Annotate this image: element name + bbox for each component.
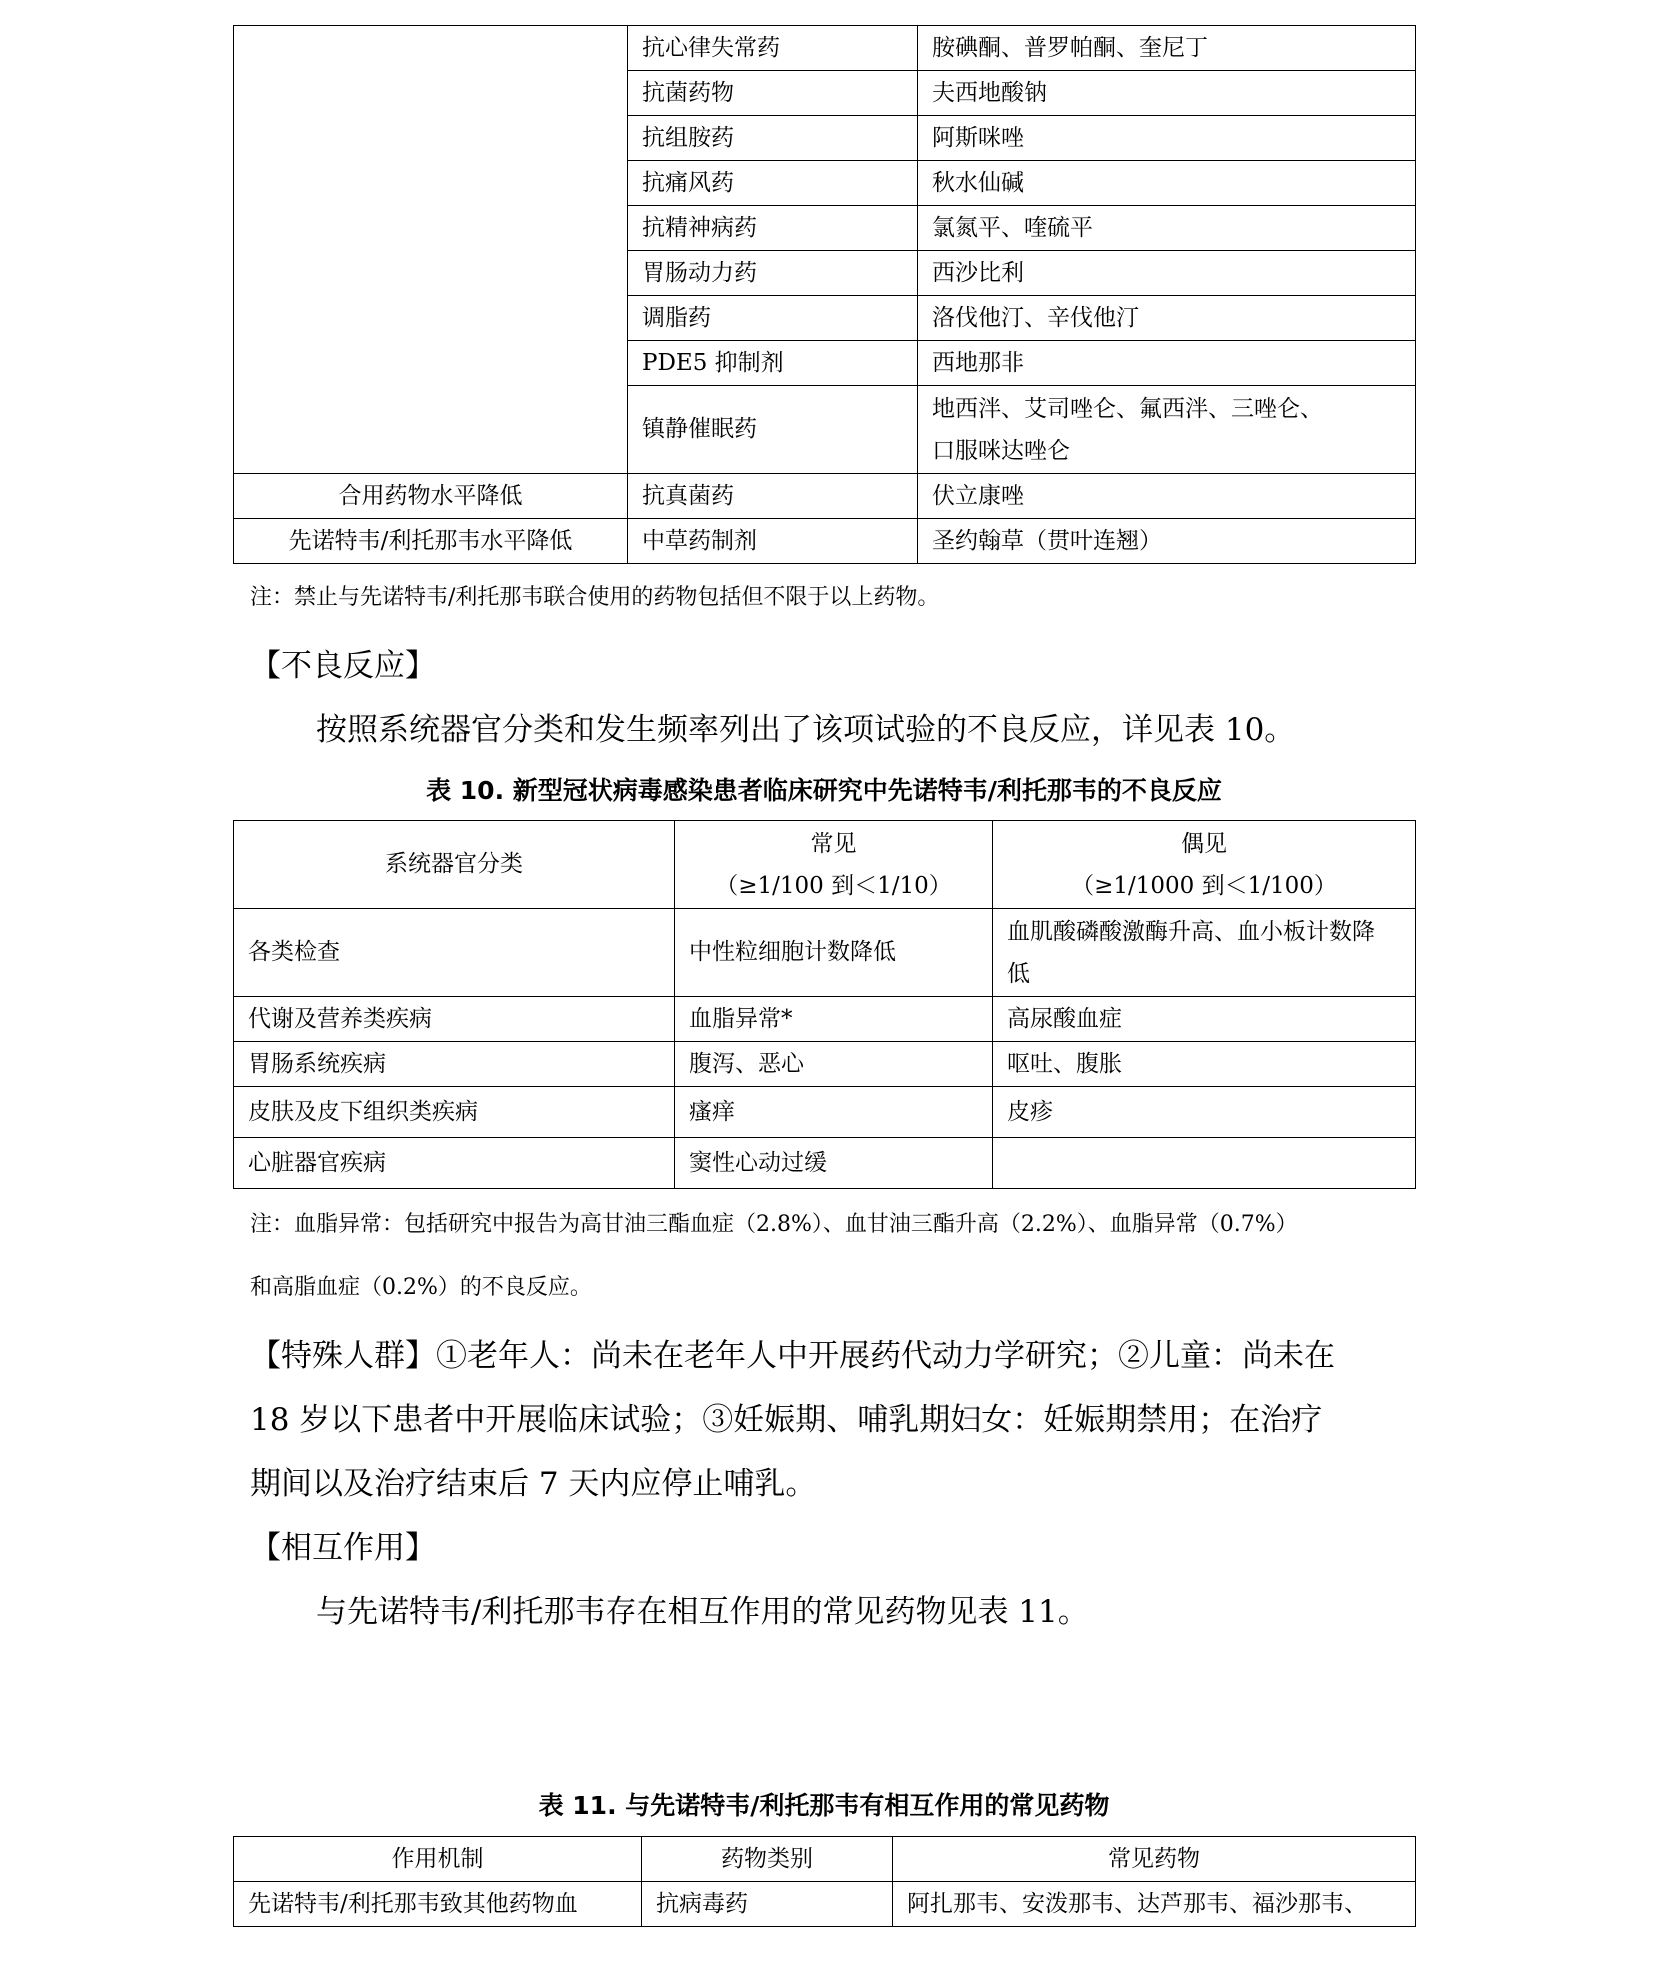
- adverse-reactions-text: 按照系统器官分类和发生频率列出了该项试验的不良反应，详见表 10。: [316, 712, 1296, 748]
- interactions-text: 与先诺特韦/利托那韦存在相互作用的常见药物见表 11。: [316, 1594, 1089, 1630]
- header-drug-class: 药物类别: [642, 1837, 893, 1882]
- drug-class-cell: 抗病毒药: [642, 1882, 893, 1927]
- drugs-cell: 洛伐他汀、辛伐他汀: [918, 296, 1416, 341]
- drug-class-cell: 抗组胺药: [628, 116, 918, 161]
- drugs-cell: [918, 386, 1416, 474]
- mechanism-cell: 先诺特韦/利托那韦致其他药物血: [234, 1882, 642, 1927]
- drug-class-cell: 镇静催眠药: [628, 386, 918, 474]
- drugs-cell: 秋水仙碱: [918, 161, 1416, 206]
- header-uncommon-freq: （≥1/1000 到＜1/100）: [1071, 872, 1337, 899]
- table11-caption: 表 11. 与先诺特韦/利托那韦有相互作用的常见药物: [538, 1791, 1110, 1820]
- drugs-line: 地西泮、艾司唑仑、氟西泮、三唑仑、: [932, 395, 1323, 422]
- special-populations-line2: 18 岁以下患者中开展临床试验；③妊娠期、哺乳期妇女：妊娠期禁用；在治疗: [250, 1402, 1323, 1438]
- common-cell: 腹泻、恶心: [675, 1042, 993, 1087]
- drugs-cell: 氯氮平、喹硫平: [918, 206, 1416, 251]
- drugs-line: 口服咪达唑仑: [932, 437, 1070, 464]
- common-cell: 瘙痒: [675, 1087, 993, 1138]
- table10-note-line1: 注：血脂异常：包括研究中报告为高甘油三酯血症（2.8%）、血甘油三酯升高（2.2%）、血脂异常（0.7%）: [250, 1212, 1298, 1237]
- drugs-cell: 西沙比利: [918, 251, 1416, 296]
- soc-cell: 胃肠系统疾病: [234, 1042, 675, 1087]
- drug-class-cell: 抗菌药物: [628, 71, 918, 116]
- drugs-cell: 西地那非: [918, 341, 1416, 386]
- table10-note-line2: 和高脂血症（0.2%）的不良反应。: [250, 1275, 592, 1300]
- interactions-heading: 【相互作用】: [250, 1530, 436, 1566]
- header-common: [675, 821, 993, 909]
- header-drugs: 常见药物: [893, 1837, 1416, 1882]
- drugs-cell: 胺碘酮、普罗帕酮、奎尼丁: [918, 26, 1416, 71]
- header-common-freq: （≥1/100 到＜1/10）: [715, 872, 952, 899]
- drugs-cell: 圣约翰草（贯叶连翘）: [918, 519, 1416, 564]
- drug-class-cell: 中草药制剂: [628, 519, 918, 564]
- drugs-cell: 伏立康唑: [918, 474, 1416, 519]
- header-uncommon-label: 偶见: [1181, 830, 1227, 857]
- soc-cell: 代谢及营养类疾病: [234, 997, 675, 1042]
- drug-class-cell: 抗心律失常药: [628, 26, 918, 71]
- header-soc: 系统器官分类: [234, 821, 675, 909]
- drug-class-cell: 调脂药: [628, 296, 918, 341]
- uncommon-cell: 高尿酸血症: [993, 997, 1416, 1042]
- mechanism-cell-merged: [234, 26, 628, 474]
- table-note: 注：禁止与先诺特韦/利托那韦联合使用的药物包括但不限于以上药物。: [250, 585, 940, 610]
- common-cell: 中性粒细胞计数降低: [675, 909, 993, 997]
- uncommon-cell: [993, 909, 1416, 997]
- mechanism-cell: 先诺特韦/利托那韦水平降低: [234, 519, 628, 564]
- drug-class-cell: PDE5 抑制剂: [628, 341, 918, 386]
- header-mechanism: 作用机制: [234, 1837, 642, 1882]
- special-populations-line3: 期间以及治疗结束后 7 天内应停止哺乳。: [250, 1466, 817, 1502]
- drugs-cell: 阿斯咪唑: [918, 116, 1416, 161]
- common-cell: 窦性心动过缓: [675, 1138, 993, 1189]
- uncommon-line: 血肌酸磷酸激酶升高、血小板计数降: [1007, 918, 1375, 945]
- uncommon-cell: 皮疹: [993, 1087, 1416, 1138]
- drugs-cell: 夫西地酸钠: [918, 71, 1416, 116]
- common-cell: 血脂异常*: [675, 997, 993, 1042]
- drug-class-cell: 抗精神病药: [628, 206, 918, 251]
- uncommon-cell: [993, 1138, 1416, 1189]
- soc-cell: 皮肤及皮下组织类疾病: [234, 1087, 675, 1138]
- header-common-label: 常见: [810, 830, 857, 857]
- drugs-cell: 阿扎那韦、安泼那韦、达芦那韦、福沙那韦、: [893, 1882, 1416, 1927]
- drug-class-cell: 胃肠动力药: [628, 251, 918, 296]
- header-uncommon: [993, 821, 1416, 909]
- contraindicated-drugs-table: [233, 25, 1416, 564]
- special-populations-line1: 【特殊人群】①老年人：尚未在老年人中开展药代动力学研究；②儿童：尚未在: [250, 1338, 1335, 1374]
- uncommon-line: 低: [1007, 960, 1030, 987]
- interactions-table: [233, 1836, 1416, 1927]
- soc-cell: 各类检查: [234, 909, 675, 997]
- drug-class-cell: 抗真菌药: [628, 474, 918, 519]
- adverse-reactions-heading: 【不良反应】: [250, 648, 436, 684]
- table10-caption: 表 10. 新型冠状病毒感染患者临床研究中先诺特韦/利托那韦的不良反应: [426, 776, 1222, 805]
- uncommon-cell: 呕吐、腹胀: [993, 1042, 1416, 1087]
- soc-cell: 心脏器官疾病: [234, 1138, 675, 1189]
- mechanism-cell: 合用药物水平降低: [234, 474, 628, 519]
- adverse-reactions-table: [233, 820, 1416, 1189]
- drug-class-cell: 抗痛风药: [628, 161, 918, 206]
